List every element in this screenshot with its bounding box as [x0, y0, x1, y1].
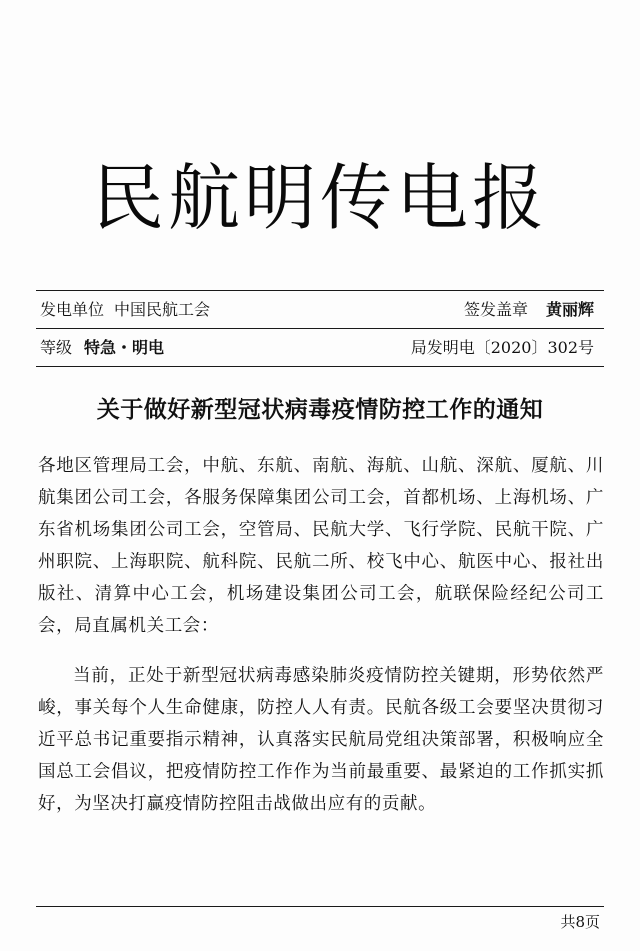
grade-value: 特急・明电: [84, 338, 165, 357]
signer-group: [464, 294, 594, 326]
grade-group: [40, 332, 164, 364]
sender-value: 中国民航工会: [114, 300, 211, 319]
sender-label: 发电单位: [40, 300, 105, 319]
header-rule-top: [36, 290, 604, 291]
header-rule-bottom: [36, 366, 604, 367]
addressee-text: 各地区管理局工会，中航、东航、南航、海航、山航、深航、厦航、川航集团公司工会，各服务保障集团公司工会，首都机场、上海机场、广东省机场集团公司工会，空管局、民航大学、飞行学院、民航干院、广州职院、上海职院、航科院、民航二所、校飞中心、航医中心、报社出版社、清算中心工会，机场建设集团公司工会，航联保险经纪公司工会，局直属机关工会：: [38, 456, 604, 636]
doc-number: 局发明电〔2020〕302号: [410, 338, 594, 357]
masthead-title: 民航明传电报: [91, 156, 548, 240]
document-subject: 关于做好新型冠状病毒疫情防控工作的通知: [96, 396, 544, 423]
signer-label: 签发盖章: [463, 300, 528, 319]
sender-row: [36, 294, 604, 326]
body-paragraph: 当前，正处于新型冠状病毒感染肺炎疫情防控关键期，形势依然严峻，事关每个人生命健康，防控人人有责。民航各级工会要坚决贯彻习近平总书记重要指示精神，认真落实民航局党组决策部署，积极响应全国总工会倡议，把疫情防控工作作为当前最重要、最紧迫的工作抓实抓好，为坚决打赢疫情防控阻击战做出应有的贡献。: [38, 666, 604, 814]
sender-group: [40, 294, 210, 326]
page-count: 共8页: [560, 913, 600, 931]
signer-value: 黄丽辉: [545, 300, 594, 319]
grade-row: [36, 332, 604, 364]
grade-label: 等级: [40, 338, 73, 357]
footer-rule: [36, 906, 604, 907]
header-rule-middle: [36, 328, 604, 329]
